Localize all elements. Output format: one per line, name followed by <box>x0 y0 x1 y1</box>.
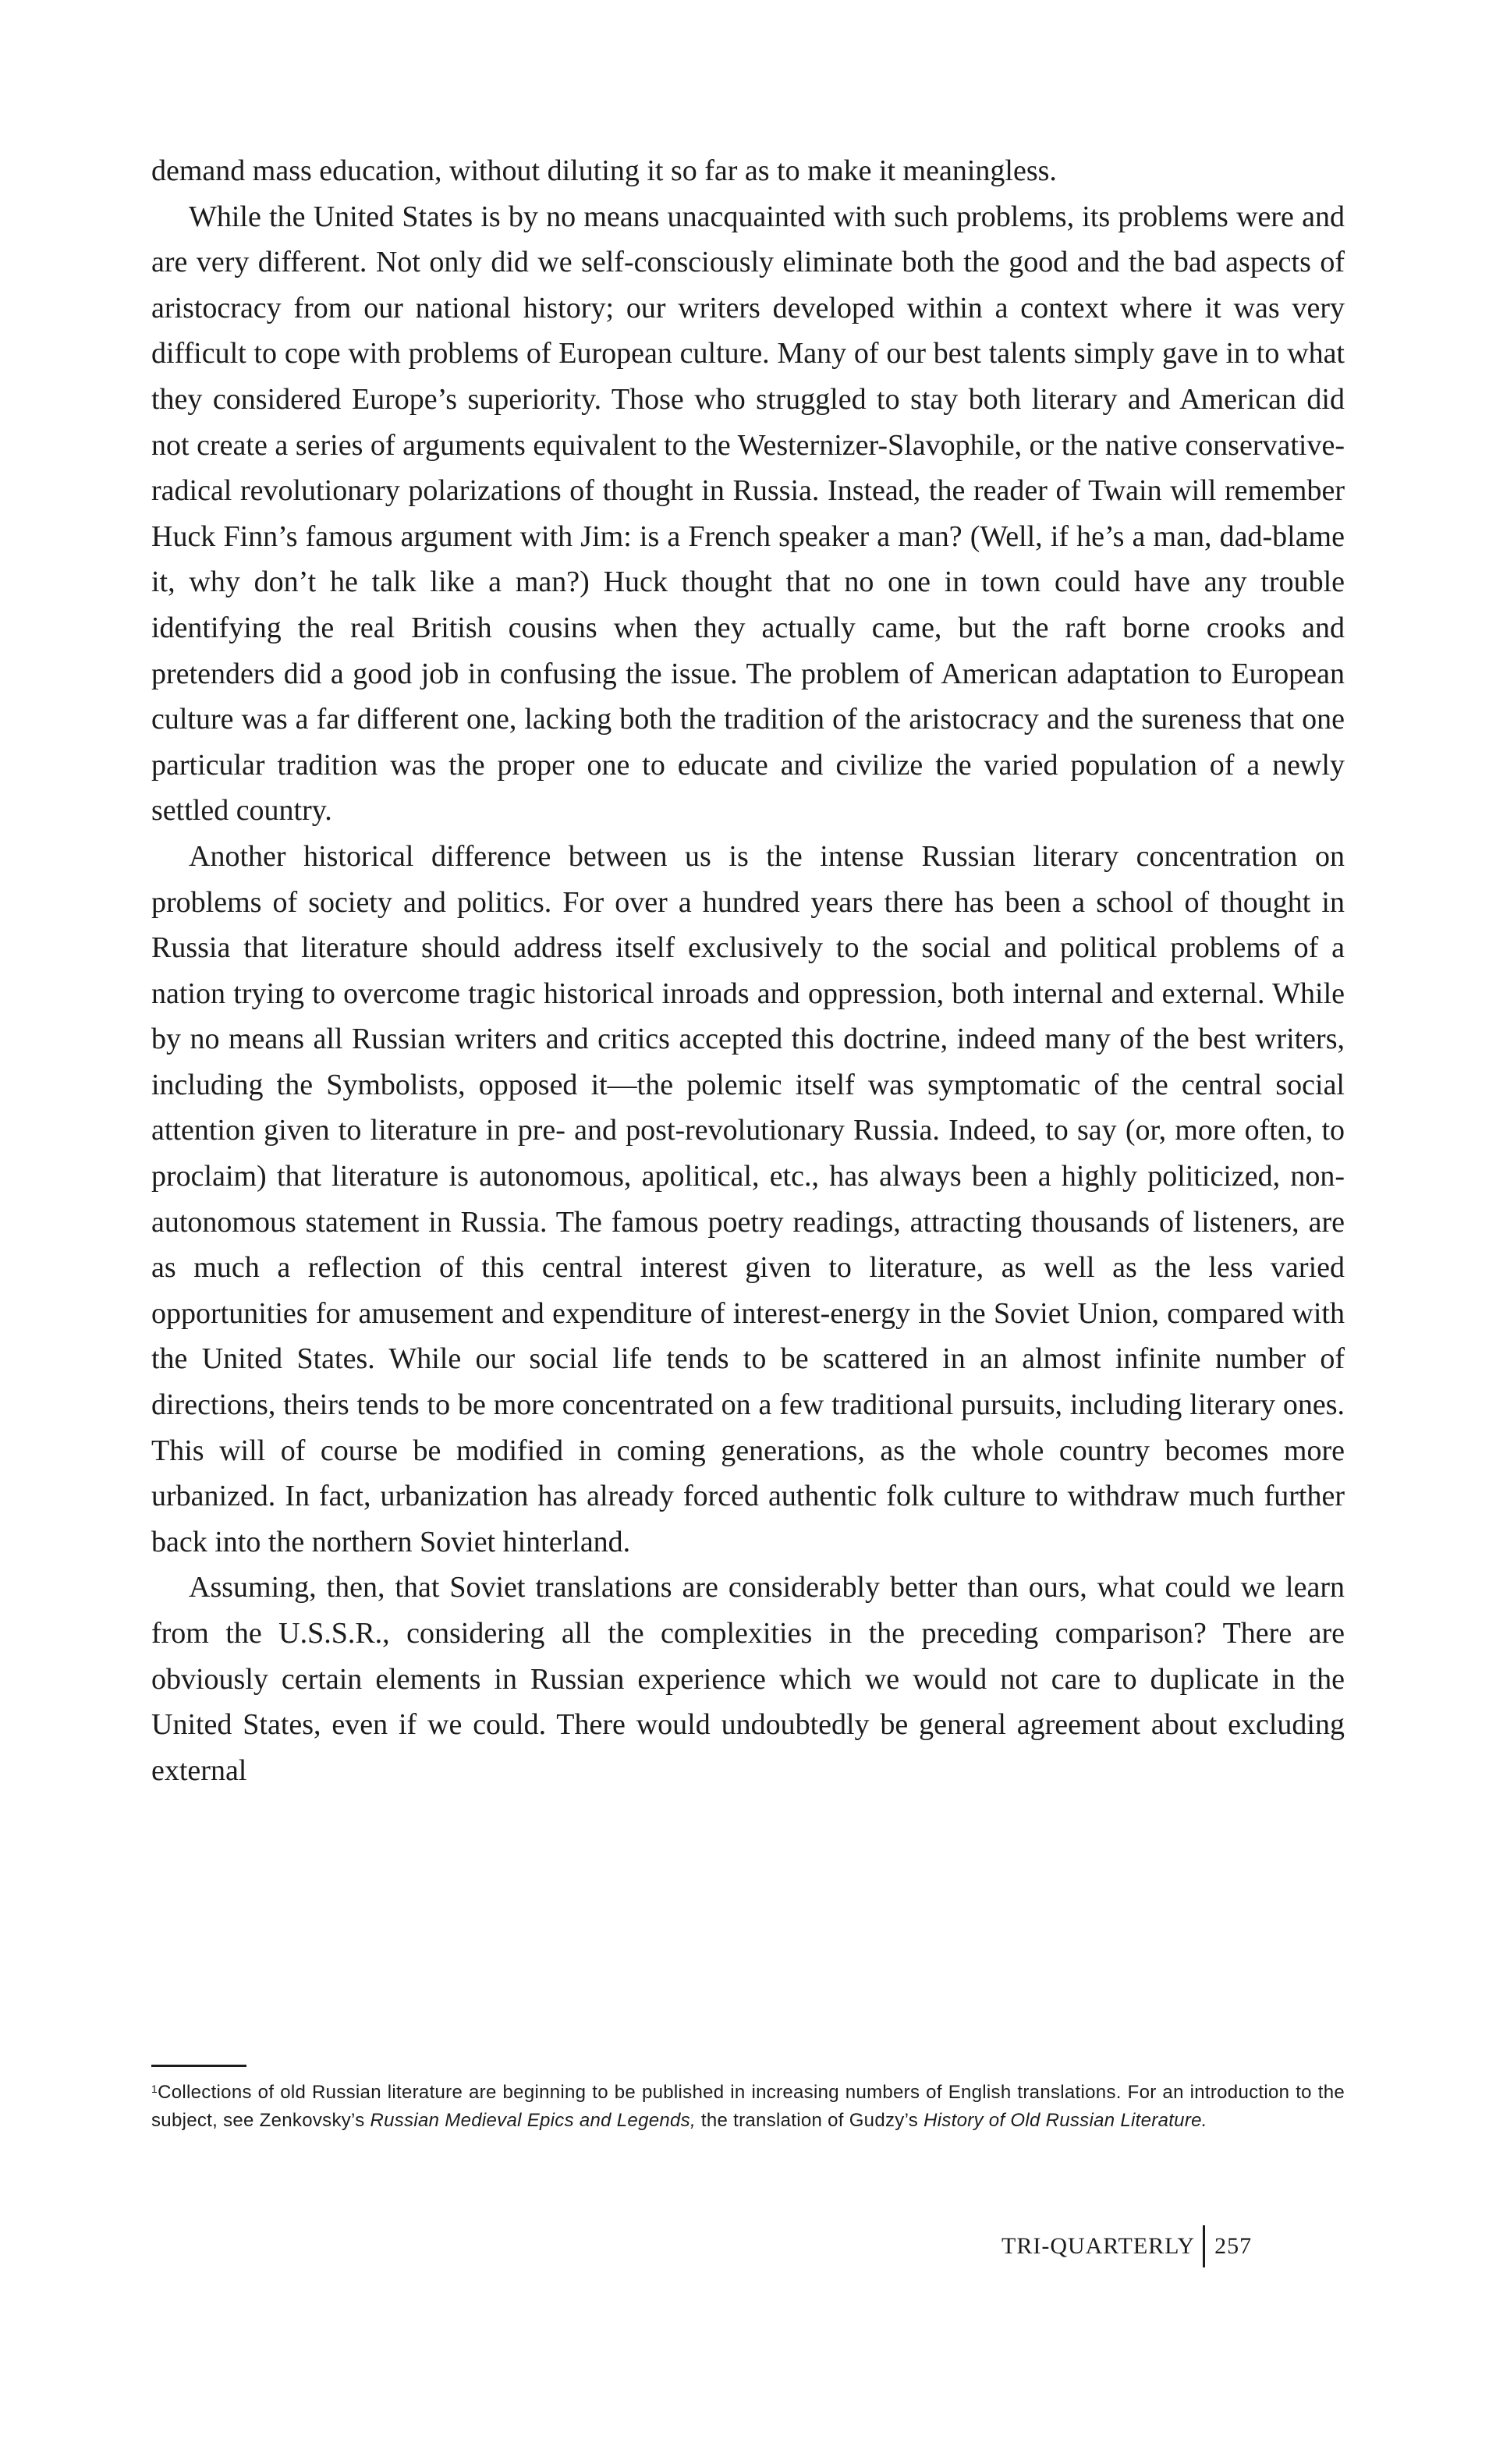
footnote-text-b: the translation of Gudzy’s <box>695 2110 924 2131</box>
footnote-marker: 1 <box>151 2083 158 2095</box>
paragraph-2: While the United States is by no means unacquainted with such problems, its problems were and are very different. Not only did we self-consciously eliminate both the good and the bad aspects of aristocracy from our national history; our writers developed within a context where it was very difficult to cope with problems of European culture. Many of our best talents simply gave in to what they considered Europe’s superiority. Those who struggled to stay both literary and American did not create a series of arguments equivalent to the Westernizer-Slavophile, or the native conservative-radical revolutionary polarizations of thought in Russia. Instead, the reader of Twain will remember Huck Finn’s famous argument with Jim: is a French speaker a man? (Well, if he’s a man, dad-blame it, why don’t he talk like a man?) Huck thought that no one in town could have any trouble identifying the real British cousins when they actually came, but the raft borne crooks and pretenders did a good job in confusing the issue. The problem of American adaptation to European culture was a far different one, lacking both the tradition of the aristocracy and the sureness that one particular tradition was the proper one to educate and civilize the varied population of a newly settled country. <box>151 200 1345 828</box>
paragraph-3: Another historical difference between us is the intense Russian literary concentration on problems of society and politics. For over a hundred years there has been a school of thought in Russia that literature should address itself exclusively to the social and political problems of a nation trying to overcome tragic historical inroads and oppression, both internal and external. While by no means all Russian writers and critics accepted this doctrine, indeed many of the best writers, including the Symbolists, opposed it—the polemic itself was symptomatic of the central social attention given to literature in pre- and post-revolutionary Russia. Indeed, to say (or, more often, to proclaim) that literature is autonomous, apolitical, etc., has always been a highly politicized, non-autonomous statement in Russia. The famous poetry readings, attracting thousands of listeners, are as much a reflection of this central interest given to literature, as well as the less varied opportunities for amusement and expenditure of interest-energy in the Soviet Union, compared with the United States. While our social life tends to be scattered in an almost infinite number of directions, theirs tends to be more concentrated on a few traditional pursuits, including literary ones. This will of course be modified in coming generations, as the whole country becomes more urbanized. In fact, urbanization has already forced authentic folk culture to withdraw much further back into the northern Soviet hinterland. <box>151 839 1345 1558</box>
page-number: 257 <box>1214 2233 1253 2259</box>
paragraph-4: Assuming, then, that Soviet translations are considerably better than ours, what could we learn from the U.S.S.R., considering all the complexities in the preceding comparison? There are obviously certain elements in Russian experience which we would not care to duplicate in the United States, even if we could. There would undoubtedly be general agreement about excluding external <box>151 1571 1345 1787</box>
footnote-title-history: History of Old Russian Literature. <box>923 2110 1207 2131</box>
page-body <box>151 148 1345 1793</box>
footer-divider <box>1203 2225 1205 2267</box>
footnote-title-epics: Russian Medieval Epics and Legends, <box>370 2110 696 2131</box>
article-text <box>151 148 1345 1793</box>
running-footer <box>1001 2225 1252 2267</box>
footnote-text-a: Collections of old Russian literature are beginning to be published in increasing numbers of English translations. For an introduction to the subject, see Zenkovsky’s <box>151 2082 1345 2131</box>
journal-name: TRI-QUARTERLY <box>1001 2233 1196 2259</box>
footnote-divider <box>151 2065 246 2067</box>
paragraph-1: demand mass education, without diluting it so far as to make it meaningless. <box>151 154 1057 187</box>
footnote <box>151 2079 1345 2135</box>
